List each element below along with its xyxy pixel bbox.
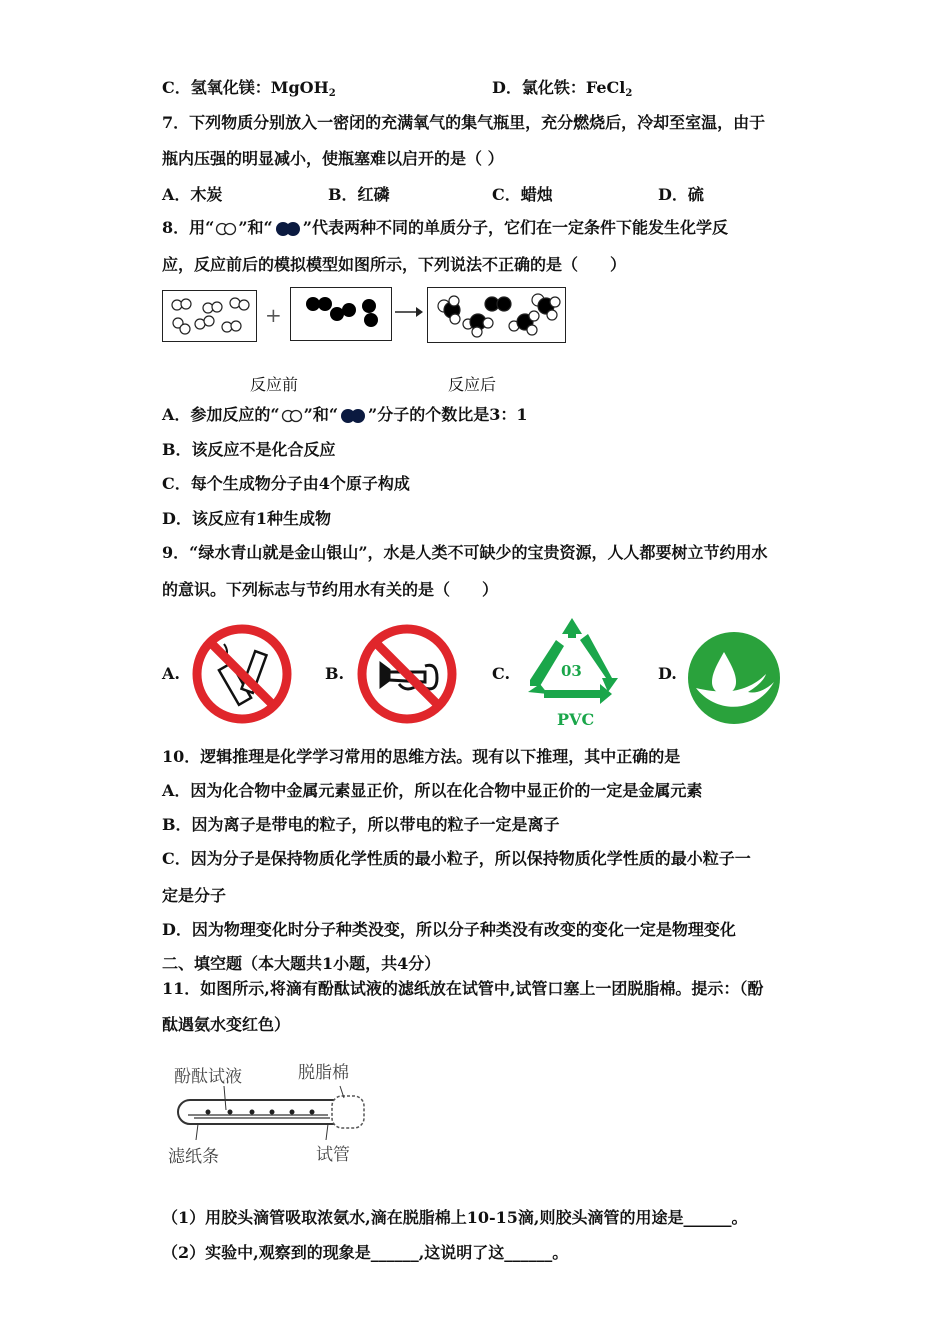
product-box [427,287,566,343]
q10-option-d: D．因为物理变化时分子种类没变，所以分子种类没有改变的变化一定是物理变化 [162,920,736,939]
q11-sub2: （2）实验中,观察到的现象是______,这说明了这______。 [162,1243,569,1262]
white-molecule-icon [214,222,238,236]
black-molecule-icon [273,221,303,237]
white-molecules-diagram [163,291,256,341]
q8-option-a: A．参加反应的“ ”和“ ”分子的个数比是3：1 [162,405,528,424]
water-saving-sign-icon [686,630,782,726]
reactant-box-white [162,290,257,342]
fig-label-phenolphthalein: 酚酞试液 [174,1067,242,1087]
q7-option-a: A．木炭 [162,185,223,204]
fig-label-cotton: 脱脂棉 [298,1063,349,1083]
caption-after-reaction: 反应后 [448,375,497,394]
q10-option-c-line1: C．因为分子是保持物质化学性质的最小粒子，所以保持物质化学性质的最小粒子一 [162,849,751,868]
recycle-text: PVC [557,710,595,729]
fig-label-filter-paper: 滤纸条 [168,1147,219,1167]
plus-sign: + [265,303,282,327]
q10-option-c-line2: 定是分子 [162,886,227,905]
q11-stem-line1: 11．如图所示,将滴有酚酞试液的滤纸放在试管中,试管口塞上一团脱脂棉。提示：（酚 [162,979,764,998]
reactant-box-black [290,287,392,341]
reaction-arrow-icon [394,305,424,319]
no-smoking-sign-icon [190,622,294,726]
section-2-heading: 二、填空题（本大题共1小题，共4分） [162,954,441,973]
fig-label-test-tube: 试管 [316,1145,350,1165]
q8-option-d: D．该反应有1种生成物 [162,509,332,528]
q11-stem-line2: 酞遇氨水变红色） [162,1015,291,1034]
q10-option-a: A．因为化合物中金属元素显正价，所以在化合物中显正价的一定是金属元素 [162,781,703,800]
q8-option-b: B．该反应不是化合反应 [162,440,336,459]
q7-option-d: D．硫 [658,185,704,204]
q7-option-b: B．红磷 [328,185,390,204]
q6-option-d: D．氯化铁：FeCl$_2$ [492,78,633,99]
q10-option-b: B．因为离子是带电的粒子，所以带电的粒子一定是离子 [162,815,560,834]
black-molecules-diagram [291,288,391,340]
q10-stem: 10．逻辑推理是化学学习常用的思维方法。现有以下推理，其中正确的是 [162,747,681,766]
black-molecule-icon [338,408,368,424]
q7-stem-line1: 7．下列物质分别放入一密闭的充满氧气的集气瓶里，充分燃烧后，冷却至室温，由于 [162,113,766,132]
product-molecules-diagram [428,288,565,342]
q8-stem-line2: 应，反应前后的模拟模型如图所示，下列说法不正确的是（ ） [162,255,627,274]
q9-stem-line2: 的意识。下列标志与节约用水有关的是（ ） [162,580,499,599]
q8-option-c: C．每个生成物分子由4个原子构成 [162,474,410,493]
q9-label-a: A. [162,664,180,683]
q8-stem-line1: 8．用“ ”和“ ”代表两种不同的单质分子，它们在一定条件下能发生化学反 [162,218,728,237]
white-molecule-icon [280,409,304,423]
test-tube-diagram [168,1082,378,1142]
q9-label-c: C. [492,664,511,683]
recycle-code: 03 [561,662,582,680]
q9-stem-line1: 9．“绿水青山就是金山银山”，水是人类不可缺少的宝贵资源，人人都要树立节约用水 [162,543,768,562]
q11-sub1: （1）用胶头滴管吸取浓氨水,滴在脱脂棉上10-15滴,则胶头滴管的用途是______。 [162,1208,748,1227]
q6-option-c: C．氢氧化镁：MgOH$_2$ [162,78,336,99]
q7-stem-line2: 瓶内压强的明显减小，使瓶塞难以启开的是（ ） [162,149,504,168]
recycle-pvc-icon [520,612,624,704]
no-horn-sign-icon [355,622,459,726]
q9-label-d: D. [658,664,677,683]
caption-before-reaction: 反应前 [250,375,299,394]
q9-label-b: B. [325,664,345,683]
q7-option-c: C．蜡烛 [492,185,553,204]
